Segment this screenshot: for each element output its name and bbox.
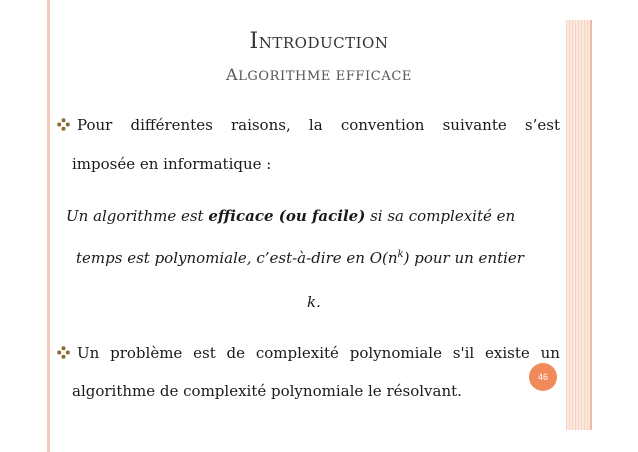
exponent: k [397, 249, 404, 260]
definition-emphasis: efficace (ou facile) [208, 207, 366, 225]
word: s’est [524, 116, 560, 134]
bullet-2-line-2: algorithme de complexité polynomiale le résolvant. [72, 382, 462, 400]
word: suivante [442, 116, 507, 134]
definition-text: ) pour un entier [403, 249, 524, 267]
word: un [540, 344, 560, 362]
word: raisons, [230, 116, 291, 134]
definition-line-2 [76, 245, 524, 268]
diamond-bullet-icon [57, 346, 70, 363]
slide-title [0, 29, 638, 54]
word: convention [340, 116, 425, 134]
bullet-1-line-2: imposée en informatique : [72, 155, 272, 173]
page-number-badge: 46 [529, 363, 557, 391]
word: problème [110, 344, 183, 362]
word: s'il [452, 344, 475, 362]
definition-line-3: k. [307, 293, 321, 311]
subtitle-rest: LGORITHME EFFICACE [238, 69, 412, 84]
word: complexité [255, 344, 339, 362]
word: Pour [77, 116, 113, 134]
definition-text: si sa complexité en [365, 207, 516, 225]
diamond-bullet-icon [57, 118, 70, 135]
definition-text: Un algorithme est [66, 207, 209, 225]
word: la [308, 116, 323, 134]
bullet-2-line-1 [77, 343, 560, 363]
definition-text: temps est polynomiale, c’est-à-dire en O(n [76, 249, 398, 267]
word: existe [485, 344, 530, 362]
slide-subtitle [0, 65, 638, 84]
word: différentes [130, 116, 213, 134]
subtitle-initial: A [226, 65, 239, 84]
bullet-1-line-1 [77, 115, 560, 135]
word: est [193, 344, 216, 362]
word: Un [77, 344, 100, 362]
definition-line-1 [66, 206, 515, 226]
title-initial: I [249, 29, 259, 54]
title-rest: NTRODUCTION [258, 34, 389, 52]
word: polynomiale [349, 344, 442, 362]
word: de [226, 344, 246, 362]
